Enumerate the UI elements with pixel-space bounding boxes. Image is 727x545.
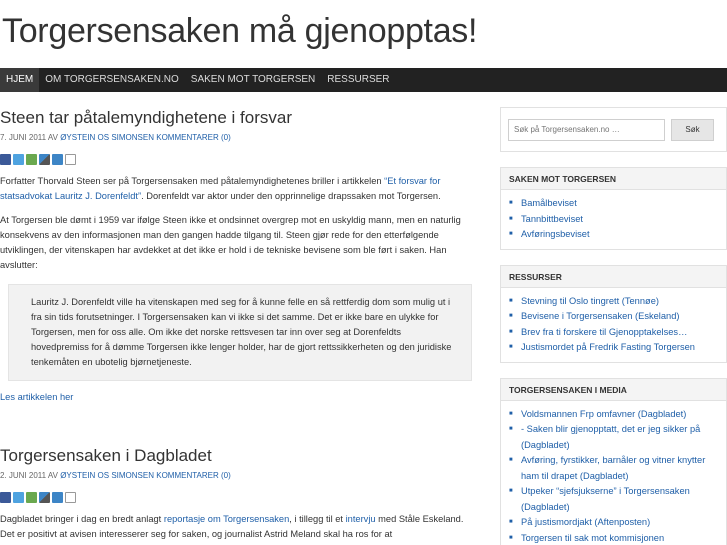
list-item — [509, 407, 722, 423]
nav-item-om-torgersensaken[interactable]: OM TORGERSENSAKEN.NO — [45, 74, 179, 85]
stumbleupon-icon[interactable] — [52, 154, 63, 165]
main-content — [0, 92, 476, 545]
google-icon[interactable] — [26, 492, 37, 503]
list-item — [509, 309, 722, 325]
widget-link[interactable]: Brev fra ti forskere til Gjenopptakelses… — [521, 326, 688, 337]
post-meta — [0, 471, 476, 480]
search-widget — [500, 107, 727, 152]
widget-link[interactable]: Justismordet på Fredrik Fasting Torgersen — [521, 342, 695, 352]
post-date: 2. JUNI 2011 — [0, 471, 47, 480]
post-paragraph: At Torgersen ble dømt i 1959 var ifølge Steen ikke et ondsinnet overgrep mot en uskyldig mann, men en naturlig konsekvens av den informasjonen man den gangen hadde tilgang til. Steen gjør rede for den etterfølgende utviklingen, der vitenskapen har avdekket at det ikke er hold i de tekniske bevisene som ble ført i saken. Han avslutter: — [0, 215, 461, 270]
post — [0, 446, 476, 542]
read-more-link[interactable]: Les artikkelen her — [0, 392, 74, 402]
widget-link[interactable]: På justismordjakt (Aftenposten) — [521, 517, 651, 527]
list-item — [509, 453, 722, 484]
widget-title: RESSURSER — [501, 266, 726, 288]
main-navigation — [0, 68, 727, 92]
search-button[interactable]: Søk — [671, 119, 714, 141]
widget-link[interactable]: Torgersen til sak mot kommisjonen — [521, 532, 665, 543]
nav-item-ressurser[interactable]: RESSURSER — [327, 74, 390, 85]
post-comments-link[interactable]: KOMMENTARER (0) — [156, 133, 231, 142]
twitter-icon[interactable] — [13, 154, 24, 165]
list-item — [509, 515, 722, 531]
delicious-icon[interactable] — [39, 154, 50, 165]
post-paragraph: Forfatter Thorvald Steen ser på Torgersensaken med påtalemyndighetenes briller i artikkelen “Et forsvar for statsadvokat Lauritz J. Dorenfeldt”. Dorenfeldt var aktor under den opprinnelige drapssaken mot Torgersen. — [0, 176, 441, 201]
nav-item-hjem[interactable]: HJEM — [0, 68, 39, 92]
nav-item-saken-mot-torgersen[interactable]: SAKEN MOT TORGERSEN — [190, 74, 316, 85]
post-author-link[interactable]: ØYSTEIN OS SIMONSEN — [60, 471, 154, 480]
post-date: 7. JUNI 2011 — [0, 133, 47, 142]
list-item — [509, 422, 722, 453]
interview-link[interactable]: intervju — [345, 514, 376, 524]
delicious-icon[interactable] — [39, 492, 50, 503]
search-input[interactable] — [508, 119, 665, 141]
list-item — [509, 340, 722, 356]
email-icon[interactable] — [65, 154, 76, 165]
share-icons — [0, 492, 476, 503]
list-item — [509, 531, 722, 545]
stumbleupon-icon[interactable] — [52, 492, 63, 503]
article-link[interactable]: “Et forsvar for statsadvokat Lauritz J. Dorenfeldt” — [0, 176, 441, 201]
post-blockquote: Lauritz J. Dorenfeldt ville ha vitenskapen med seg for å kunne felle en så rettferdig dom som mulig ut i fra sin tids forutsetninger. I Torgersensaken kan vi ikke si det samme. Det er ikke bare en ulykke for Torgersen, men for oss alle. Om ikke det norske rettsvesen tar inn over seg at Dorenfeldts hovedpremiss for å dømme Torgersen ikke lenger holder, har de gjort rettssikkerheten og den juridiske tenkemåten en ubotelig bjørnetjeneste. — [8, 284, 472, 381]
post-paragraph: Dagbladet bringer i dag en bredt anlagt reportasje om Torgersensaken, i tillegg til et intervju med Ståle Eskeland. Det er positivt at avisen interesserer seg for saken, og journalist Astrid Meland skal ha ros for at — [0, 514, 464, 539]
widget-saken-mot-torgersen — [500, 167, 727, 250]
widget-ressurser — [500, 265, 727, 363]
post-meta — [0, 133, 476, 142]
reportage-link[interactable]: reportasje om Torgersensaken — [163, 514, 290, 524]
widget-link[interactable]: Bamålbeviset — [521, 198, 577, 208]
widget-link[interactable]: Utpeker “sjefsjukserne” i Torgersensaken (Dagbladet) — [521, 486, 690, 512]
widget-link[interactable]: Avføring, fyrstikker, barnåler og vitner knytter ham til drapet (Dagbladet) — [521, 455, 706, 481]
facebook-icon[interactable] — [0, 492, 11, 503]
widget-link[interactable]: Tannbittbeviset — [521, 213, 584, 224]
share-icons — [0, 154, 476, 165]
list-item — [509, 294, 722, 310]
list-item — [509, 212, 722, 228]
post-comments-link[interactable]: KOMMENTARER (0) — [156, 471, 231, 480]
facebook-icon[interactable] — [0, 154, 11, 165]
list-item — [509, 196, 722, 212]
google-icon[interactable] — [26, 154, 37, 165]
list-item — [509, 325, 722, 341]
widget-torgersensaken-i-media — [500, 378, 727, 545]
widget-title: SAKEN MOT TORGERSEN — [501, 168, 726, 190]
widget-link[interactable]: Voldsmannen Frp omfavner (Dagbladet) — [521, 408, 687, 419]
email-icon[interactable] — [65, 492, 76, 503]
widget-link[interactable]: Stevning til Oslo tingrett (Tennøe) — [521, 295, 659, 306]
sidebar — [500, 107, 727, 545]
list-item — [509, 227, 722, 243]
twitter-icon[interactable] — [13, 492, 24, 503]
post-by: AV — [47, 471, 58, 480]
list-item — [509, 484, 722, 515]
widget-link[interactable]: - Saken blir gjenopptatt, det er jeg sikker på (Dagbladet) — [521, 424, 701, 450]
widget-link[interactable]: Bevisene i Torgersensaken (Eskeland) — [521, 311, 680, 321]
widget-title: TORGERSENSAKEN I MEDIA — [501, 379, 726, 401]
post-title[interactable]: Steen tar påtalemyndighetene i forsvar — [0, 108, 293, 127]
widget-link[interactable]: Avføringsbeviset — [521, 229, 590, 239]
post-by: AV — [47, 133, 58, 142]
post-author-link[interactable]: ØYSTEIN OS SIMONSEN — [60, 133, 154, 142]
post — [0, 108, 476, 402]
site-title[interactable]: Torgersensaken må gjenopptas! — [2, 12, 478, 50]
post-title[interactable]: Torgersensaken i Dagbladet — [0, 446, 212, 465]
